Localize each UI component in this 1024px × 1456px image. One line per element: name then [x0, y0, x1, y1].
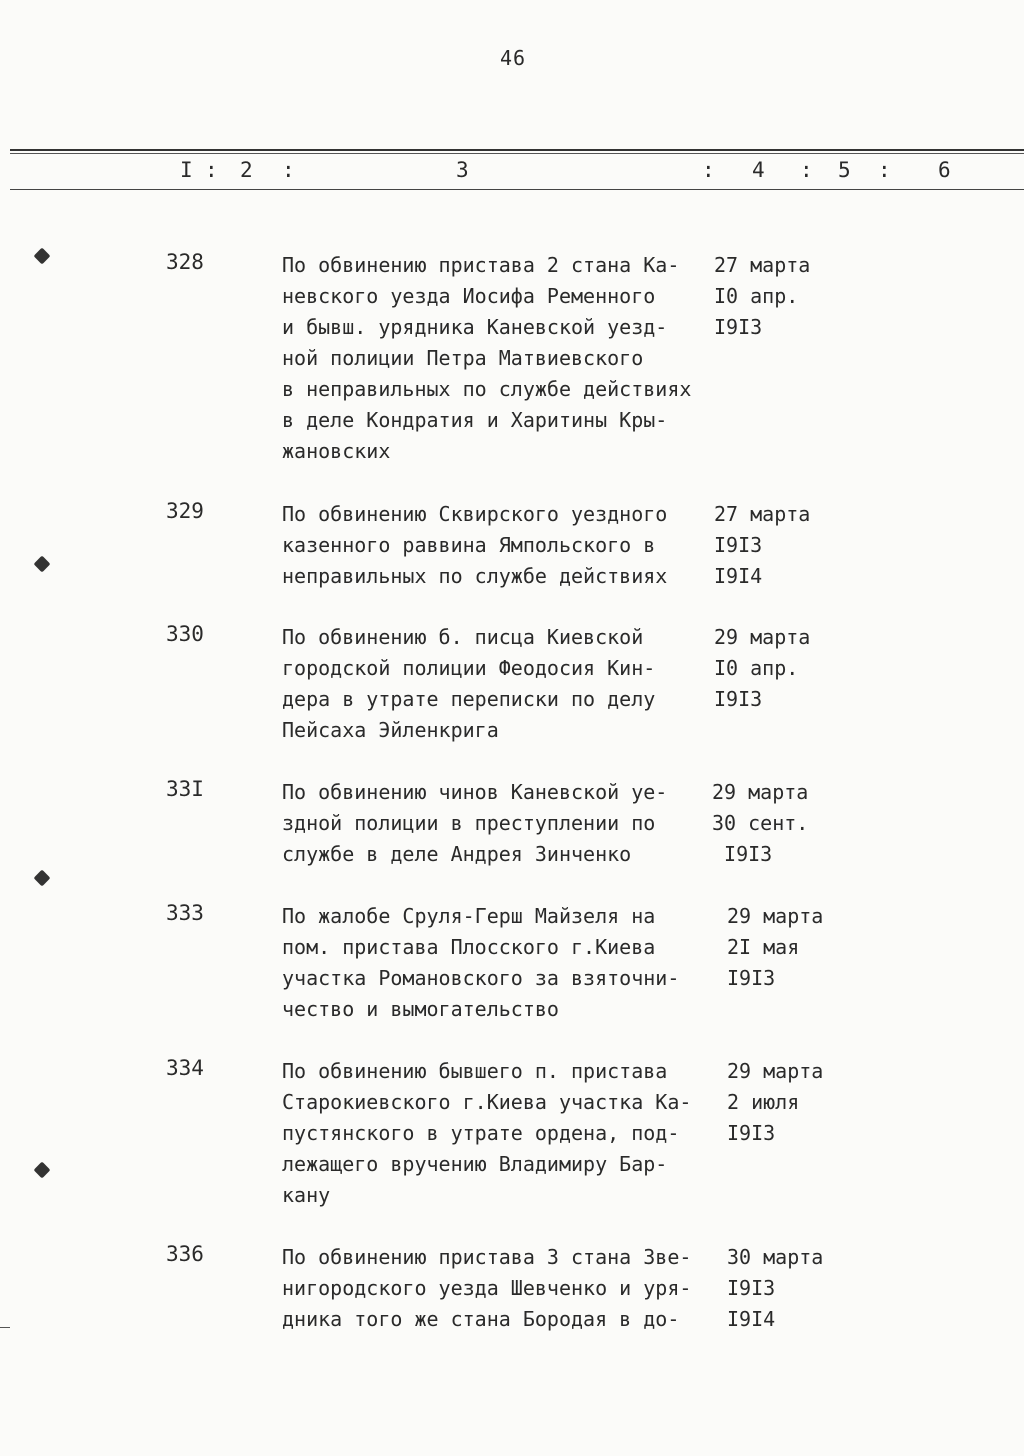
- entry-number: 33I: [166, 777, 204, 801]
- entry-description: По обвинению чинов Каневской уе- здной полиции в преступлении по службе в деле Андрея Зинченко: [282, 780, 668, 866]
- entry-dates: 27 марта I9I3 I9I4: [714, 502, 811, 588]
- column-header-3: 3: [456, 158, 469, 182]
- entry-number: 329: [166, 499, 204, 523]
- entry-dates: 27 марта I0 апр. I9I3: [714, 253, 811, 339]
- column-header-4: 4: [752, 158, 765, 182]
- punch-hole-mark: [34, 870, 51, 887]
- punch-hole-mark: [34, 1162, 51, 1179]
- entry-dates: 29 марта I0 апр. I9I3: [714, 625, 811, 711]
- entry-description: По жалобе Сруля-Герш Майзеля на пом. пристава Плосского г.Киева участка Романовского за взяточни- чество и вымогательство: [282, 904, 680, 1021]
- column-header-6: 6: [938, 158, 951, 182]
- column-separator: :: [282, 158, 295, 182]
- column-separator: :: [702, 158, 715, 182]
- table-top-rule-inner: [10, 153, 1024, 154]
- punch-hole-mark: [34, 556, 51, 573]
- entry-dates: 29 марта 2 июля I9I3: [727, 1059, 824, 1145]
- entry-description: По обвинению б. писца Киевской городской полиции Феодосия Кин- дера в утрате переписки по делу Пейсаха Эйленкрига: [282, 625, 656, 742]
- column-header-2: 2: [240, 158, 253, 182]
- entry-number: 336: [166, 1242, 204, 1266]
- table-header-bottom-rule: [10, 189, 1024, 190]
- entry-number: 333: [166, 901, 204, 925]
- edge-mark: [0, 1327, 10, 1328]
- entry-dates: 29 марта 30 сент. I9I3: [712, 780, 809, 866]
- entry-description: По обвинению бывшего п. пристава Старокиевского г.Киева участка Ка- пустянского в утрате ордена, под- лежащего вручению Владимиру Бар- кану: [282, 1059, 692, 1207]
- entry-description: По обвинению пристава 2 стана Ка- невского уезда Иосифа Ременного и бывш. урядника Каневской уезд- ной полиции Петра Матвиевского в неправильных по службе действиях в деле Кондратия и Харитины Кры- жановских: [282, 253, 692, 463]
- entry-description: По обвинению пристава 3 стана Зве- нигородского уезда Шевченко и уря- дника того же стана Бородая в до-: [282, 1245, 692, 1331]
- column-separator: :: [800, 158, 813, 182]
- column-header-5: 5: [838, 158, 851, 182]
- entry-dates: 30 марта I9I3 I9I4: [727, 1245, 824, 1331]
- table-top-rule: [10, 149, 1024, 151]
- column-header-1: I: [180, 158, 193, 182]
- column-separator: :: [205, 158, 218, 182]
- entry-number: 334: [166, 1056, 204, 1080]
- page-number: 46: [500, 46, 527, 70]
- punch-hole-mark: [34, 248, 51, 265]
- column-separator: :: [878, 158, 891, 182]
- entry-description: По обвинению Сквирского уездного казенного раввина Ямпольского в неправильных по службе действиях: [282, 502, 668, 588]
- entry-number: 330: [166, 622, 204, 646]
- entry-number: 328: [166, 250, 204, 274]
- entry-dates: 29 марта 2I мая I9I3: [727, 904, 824, 990]
